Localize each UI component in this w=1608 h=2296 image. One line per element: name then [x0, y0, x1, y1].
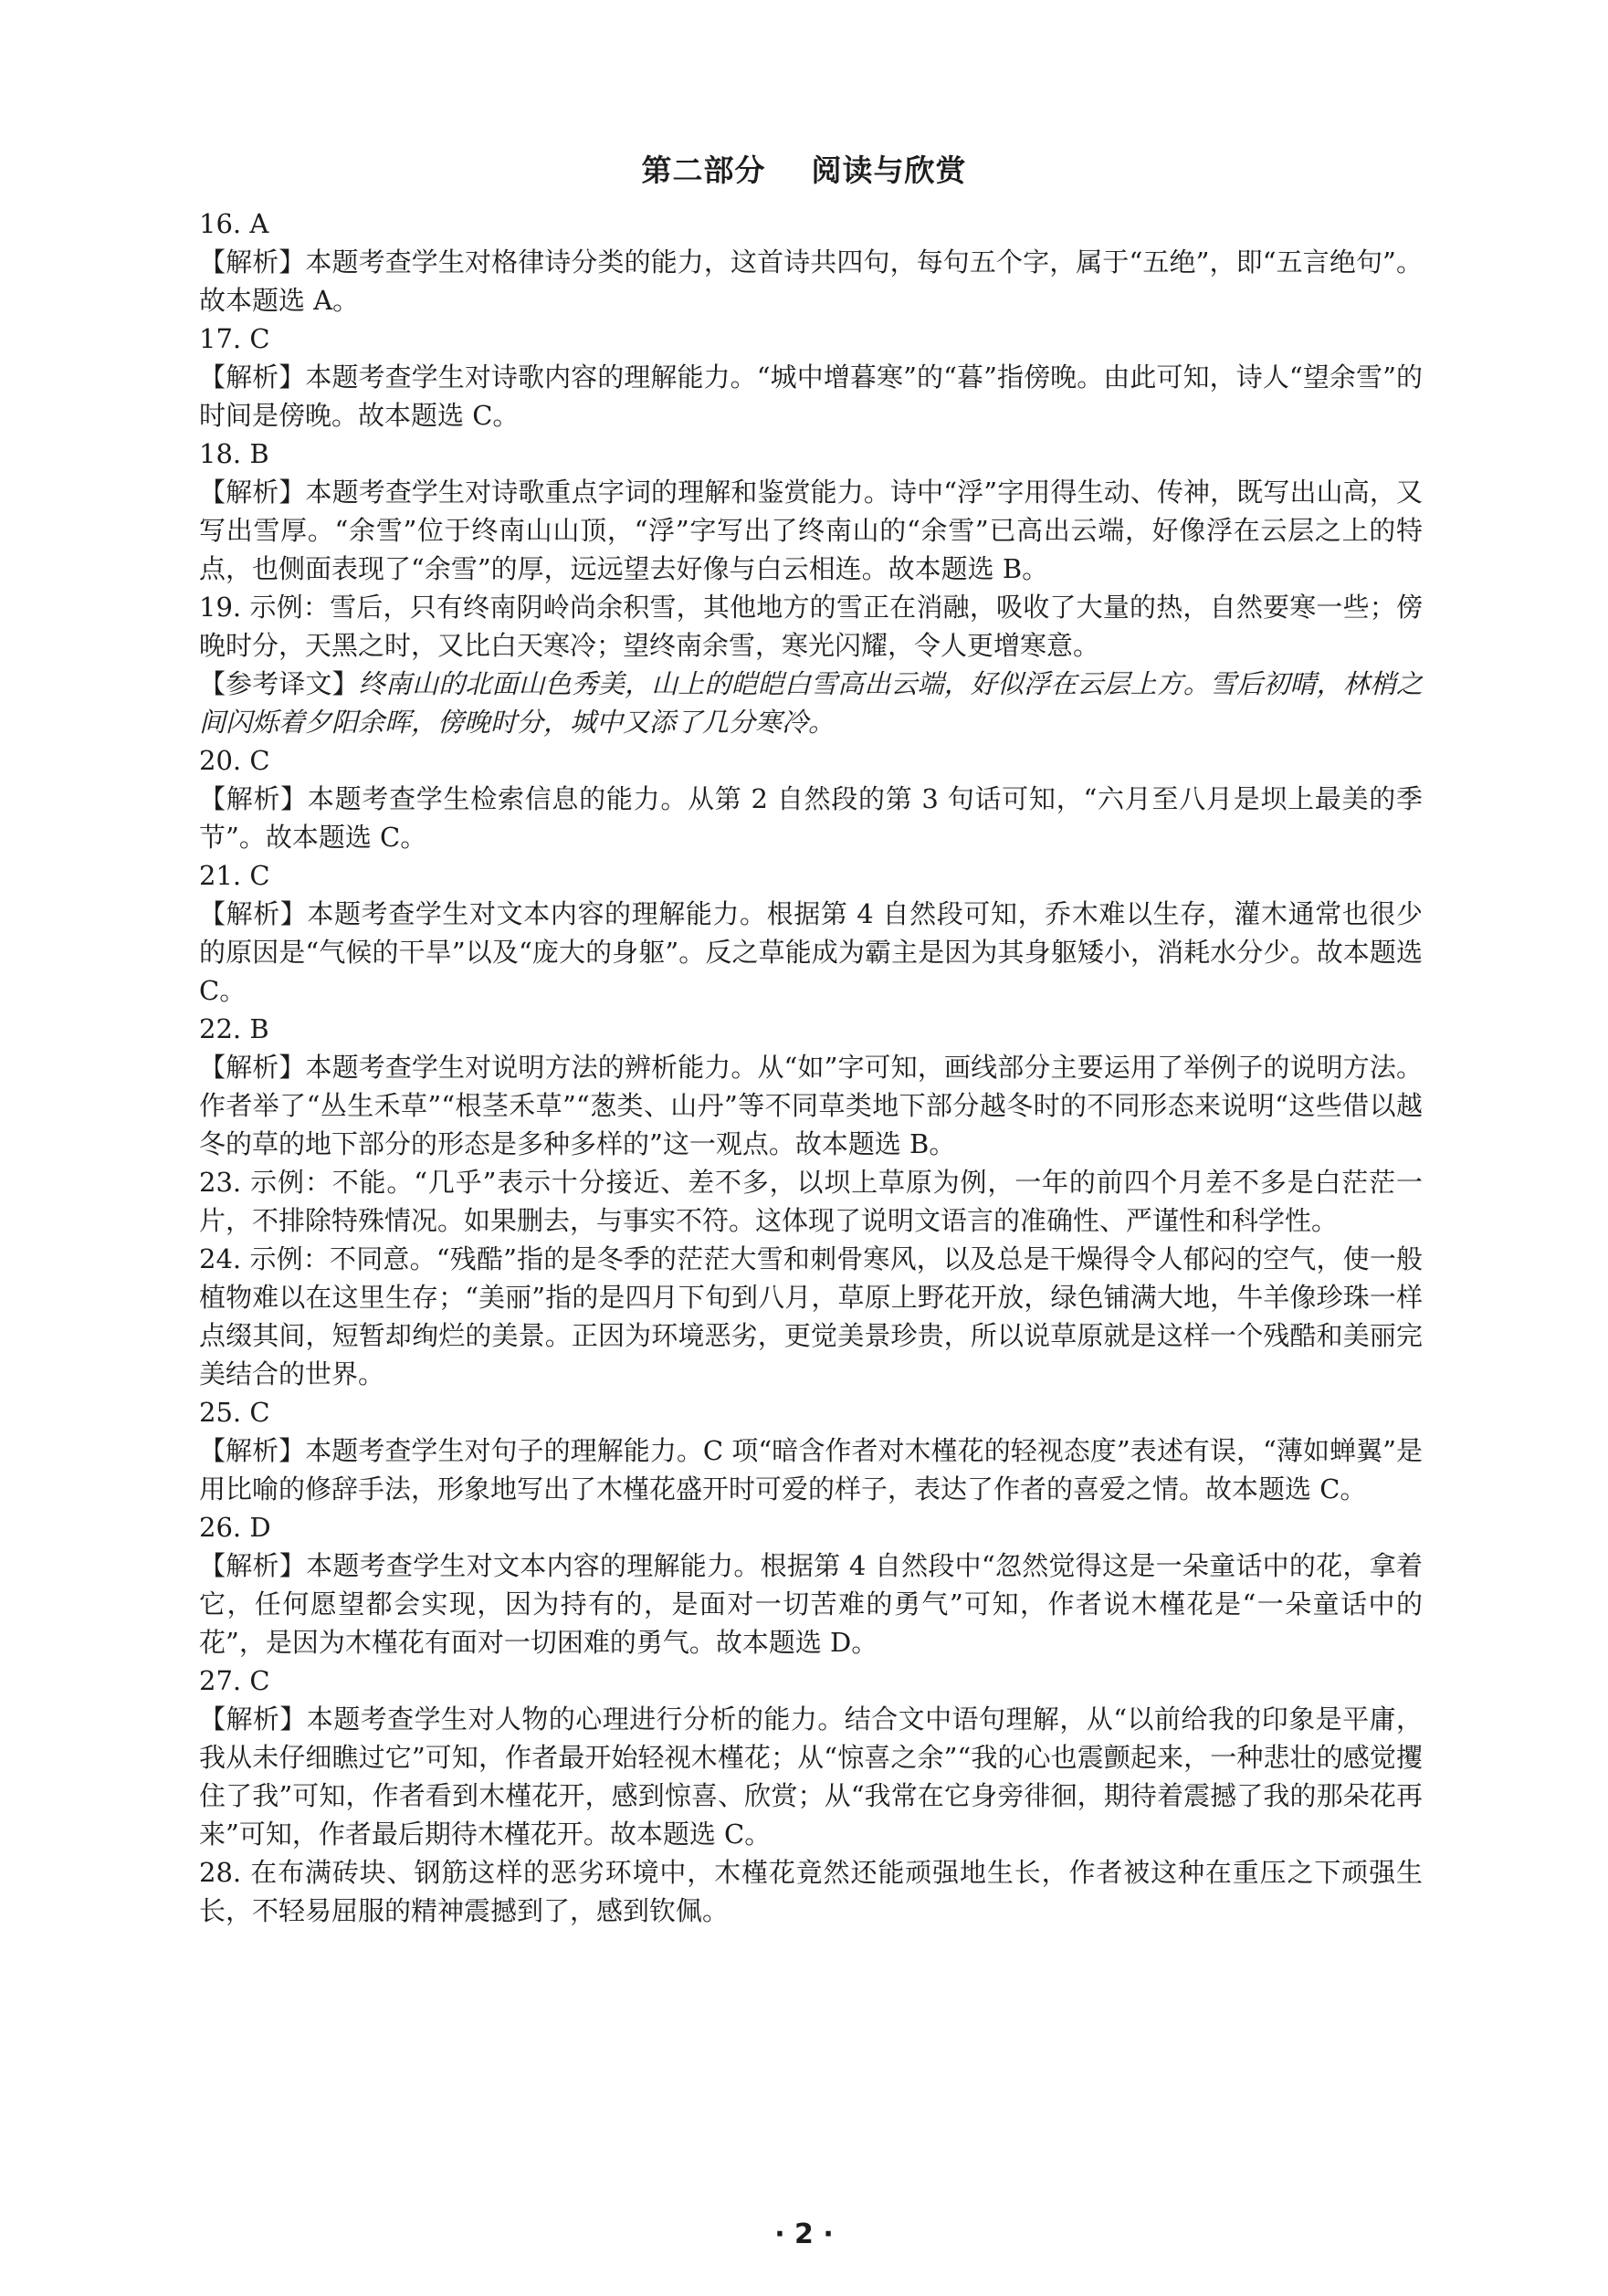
explanation-text: 本题考查学生对文本内容的理解能力。根据第 4 自然段中“忽然觉得这是一朵童话中的花，拿着它，任何愿望都会实现，因为持有的，是面对一切苦难的勇气”可知，作者说木槿花是“一朵童话中的花”，是因为木槿花有面对一切困难的勇气。故本题选 D。: [199, 1550, 1423, 1658]
explanation-tag: 【解析】: [199, 1704, 307, 1735]
explanation-text: 本题考查学生对说明方法的辨析能力。从“如”字可知，画线部分主要运用了举例子的说明方法。作者举了“丛生禾草”“根茎禾草”“葱类、山丹”等不同草类地下部分越冬时的不同形态来说明“这些借以越冬的草的地下部分的形态是多种多样的”这一观点。故本题选 B。: [199, 1052, 1423, 1159]
explanation-text: 本题考查学生对诗歌重点字词的理解和鉴赏能力。诗中“浮”字用得生动、传神，既写出山高，又写出雪厚。“余雪”位于终南山山顶，“浮”字写出了终南山的“余雪”已高出云端，好像浮在云层之上的特点，也侧面表现了“余雪”的厚，远远望去好像与白云相连。故本题选 B。: [199, 477, 1423, 584]
explanation-text: 本题考查学生对文本内容的理解能力。根据第 4 自然段可知，乔木难以生存，灌木通常也很少的原因是“气候的干旱”以及“庞大的身躯”。反之草能成为霸主是因为其身躯矮小，消耗水分少。故本题选 C。: [199, 898, 1423, 1006]
answer-line-23: 23. 示例：不能。“几乎”表示十分接近、差不多，以坝上草原为例，一年的前四个月差不多是白茫茫一片，不排除特殊情况。如果删去，与事实不符。这体现了说明文语言的准确性、严谨性和科学性。: [199, 1167, 1423, 1236]
answer-line-25: 25. C: [199, 1397, 270, 1428]
explanation-tag: 【解析】: [199, 477, 306, 508]
answer-line-20: 20. C: [199, 745, 270, 776]
answer-line-17: 17. C: [199, 323, 270, 354]
explanation-tag: 【解析】: [199, 898, 308, 929]
answer-line-27: 27. C: [199, 1665, 270, 1696]
explanation-26: [199, 1546, 1423, 1662]
explanation-27: [199, 1700, 1423, 1853]
translation-text: 终南山的北面山色秀美，山上的皑皑白雪高出云端，好似浮在云层上方。雪后初晴，林梢之间闪烁着夕阳余晖，傍晚时分，城中又添了几分寒冷。: [199, 668, 1423, 738]
answer-line-22: 22. B: [199, 1013, 269, 1044]
answer-line-28: 28. 在布满砖块、钢筋这样的恶劣环境中，木槿花竟然还能顽强地生长，作者被这种在重压之下顽强生长，不轻易屈服的精神震撼到了，感到钦佩。: [199, 1857, 1423, 1926]
answer-line-18: 18. B: [199, 438, 269, 469]
explanation-21: [199, 895, 1423, 1010]
explanation-text: 本题考查学生检索信息的能力。从第 2 自然段的第 3 句话可知，“六月至八月是坝上最美的季节”。故本题选 C。: [199, 783, 1423, 853]
explanation-tag: 【解析】: [199, 1052, 306, 1083]
reference-translation-19: [199, 665, 1423, 741]
answer-line-16: 16. A: [199, 208, 269, 239]
explanation-tag: 【解析】: [199, 246, 306, 278]
answer-line-19: 19. 示例：雪后，只有终南阴岭尚余积雪，其他地方的雪正在消融，吸收了大量的热，自然要寒一些；傍晚时分，天黑之时，又比白天寒冷；望终南余雪，寒光闪耀，令人更增寒意。: [199, 592, 1423, 661]
explanation-tag: 【解析】: [199, 1550, 307, 1581]
explanation-tag: 【解析】: [199, 362, 306, 393]
explanation-text: 本题考查学生对格律诗分类的能力，这首诗共四句，每句五个字，属于“五绝”，即“五言绝句”。故本题选 A。: [199, 246, 1423, 316]
answer-line-24: 24. 示例：不同意。“残酷”指的是冬季的茫茫大雪和刺骨寒风，以及总是干燥得令人郁闷的空气，使一般植物难以在这里生存；“美丽”指的是四月下旬到八月，草原上野花开放，绿色铺满大地，牛羊像珍珠一样点缀其间，短暂却绚烂的美景。正因为环境恶劣，更觉美景珍贵，所以说草原就是这样一个残酷和美丽完美结合的世界。: [199, 1243, 1423, 1389]
answer-line-26: 26. D: [199, 1512, 271, 1543]
section-title: 第二部分 阅读与欣赏: [641, 152, 967, 188]
explanation-16: [199, 243, 1423, 320]
explanation-22: [199, 1048, 1423, 1163]
translation-tag: 【参考译文】: [199, 668, 359, 699]
explanation-text: 本题考查学生对诗歌内容的理解能力。“城中增暮寒”的“暮”指傍晚。由此可知，诗人“望余雪”的时间是傍晚。故本题选 C。: [199, 362, 1423, 431]
answer-list: [199, 204, 1423, 1930]
explanation-25: [199, 1431, 1423, 1508]
explanation-text: 本题考查学生对人物的心理进行分析的能力。结合文中语句理解，从“以前给我的印象是平庸，我从未仔细瞧过它”可知，作者最开始轻视木槿花；从“惊喜之余”“我的心也震颤起来，一种悲壮的感觉攫住了我”可知，作者看到木槿花开，感到惊喜、欣赏；从“我常在它身旁徘徊，期待着震撼了我的那朵花再来”可知，作者最后期待木槿花开。故本题选 C。: [199, 1704, 1423, 1850]
page-number: · 2 ·: [774, 2218, 834, 2250]
explanation-tag: 【解析】: [199, 1435, 306, 1466]
explanation-18: [199, 473, 1423, 588]
answer-line-21: 21. C: [199, 860, 270, 891]
explanation-17: [199, 358, 1423, 435]
explanation-tag: 【解析】: [199, 783, 308, 814]
explanation-20: [199, 780, 1423, 856]
explanation-text: 本题考查学生对句子的理解能力。C 项“暗含作者对木槿花的轻视态度”表述有误，“薄如蝉翼”是用比喻的修辞手法，形象地写出了木槿花盛开时可爱的样子，表达了作者的喜爱之情。故本题选 C。: [199, 1435, 1423, 1504]
